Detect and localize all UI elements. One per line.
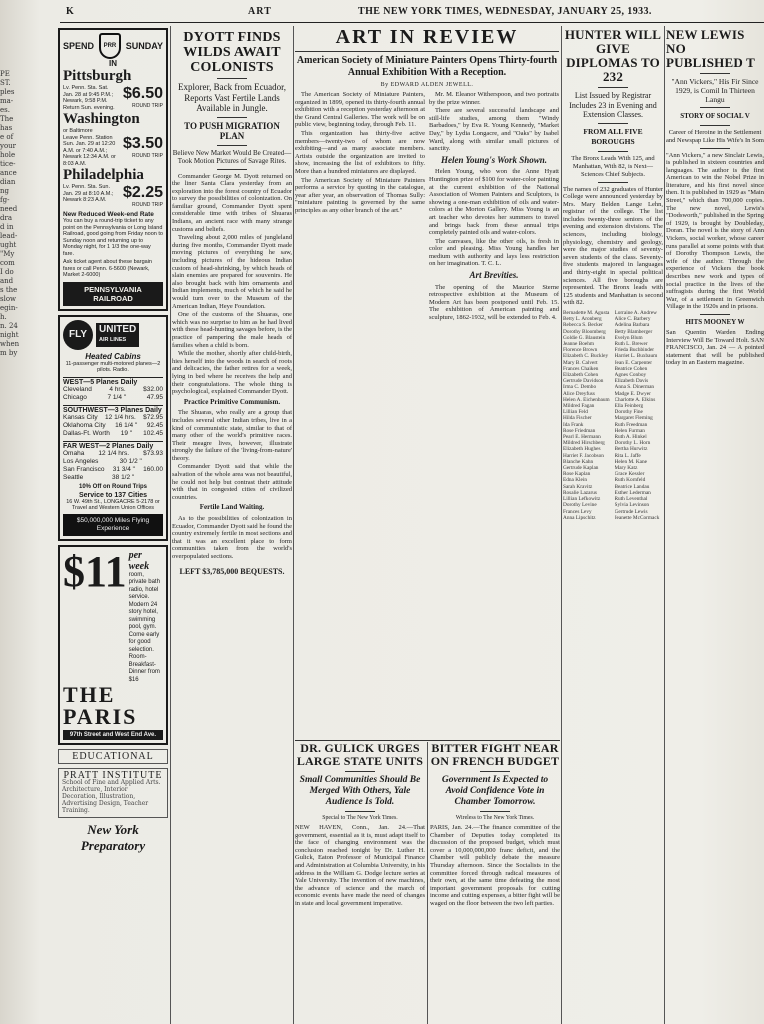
separator: [480, 771, 510, 772]
graduate-name: Mildred Fagan: [563, 403, 595, 410]
fare-hours: 16 1/4 ": [115, 421, 138, 429]
separator: [217, 117, 247, 118]
french-budget-body: PARIS, Jan. 24.—The finance committee of the Chamber of Deputies today completed its discussion of the proposed budget, which must cover a 10,000,000,000 franc deficit, and the Chamber will publicly debate the measure Thursday afternoon. Since the Socialists in the committee forced through radical measures of their own, at the same time defeating the most important government proposals for cutting income and cutting expenses, a bitter fight will be waged on the floor between the two left parties.: [430, 824, 560, 907]
dyott-paragraph: Commander George M. Dyott returned on the liner Santa Clara yesterday from an exploration into the forest country of Ecuador to survey the possibilities of colonization. On familiar ground, Commander Dyott spent considerable time with tribes of Shuaras Indians, an ancient race with many strange customs and beliefs.: [172, 172, 292, 233]
french-budget-credit: Wireless to The New York Times.: [455, 815, 535, 821]
graduate-name: Gertrude Lewis: [614, 508, 648, 515]
gulick-article: [295, 742, 425, 1024]
southwest-fares: [63, 414, 163, 438]
art-review-paragraph: There are several successful landscape and still-life studies, among them "Windy Barbadoes," by Eva R. Young Kennedy, "Market Day," by Lydia Longacre, and "Oaks" by Isabel Ward, along with similar small pictures of sanctity.: [429, 107, 559, 153]
lewis-body: "Ann Vickers," a new Sinclair Lewis, is published in sixteen countries and languages. The author is the first American to win the Nobel Prize in literature, and his first novel since then. It is published in 1929 as "Main Street," which than 700,000 copies. The new novel, Lewis's "Dodsworth," published in the Spring of 1929, is brought by Doubleday, Doran. The novel is the story of Ann Vickers, social worker, whose career runs parallel at some points with that of Dorothy Thompson Lewis, the wife of the author. Through the experience of Vickers the book describes new work and types of social practice in the lives of the suffragists during the first World War, of a settlement in Greenwich Village in the 1920s and in prisons.: [666, 151, 764, 311]
graduate-name: Mary B. Calvert: [563, 359, 598, 366]
lewis-novel-article: [666, 26, 764, 1024]
graduate-name: Frances Levy: [563, 508, 592, 515]
edge-text-line: n. 24: [0, 322, 18, 330]
art-in-review-article: [295, 26, 559, 741]
graduate-name: Evelyn Blum: [614, 334, 643, 341]
fare-city: Kansas City: [63, 413, 98, 421]
graduate-name: Margaret Fleming: [614, 415, 653, 422]
separator: [598, 87, 628, 88]
gulick-deck: Small Communities Should Be Merged With Others, Yale Audience Is Told.: [299, 775, 421, 807]
separator: [345, 811, 375, 812]
graduate-name: Goldie G. Blaustein: [563, 334, 606, 341]
fare-city: Cleveland: [63, 385, 92, 393]
hunter-deck-2: FROM ALL FIVE BOROUGHS: [583, 126, 643, 146]
edge-text-line: The: [0, 115, 14, 123]
united-air-lines-ad: [58, 315, 168, 541]
city-price: $6.50: [122, 85, 163, 102]
graduate-name: Ruth A. Hinkel: [614, 434, 647, 441]
city-name: Philadelphia: [63, 167, 144, 183]
graduate-name: Ruth L. Brewer: [614, 341, 648, 348]
mooney-headline: HITS MOONEY W: [685, 317, 745, 326]
round-trip-discount: 10% Off on Round Trips: [78, 483, 147, 490]
airline-address: 16 W. 49th St., LONGACRE 5-2178 or Travel and Western Union Offices: [66, 498, 160, 511]
art-review-headline: American Society of Miniature Painters Opens Thirty-fourth Annual Exhibition With a Reception.: [296, 55, 558, 78]
column-rule: [293, 26, 294, 1024]
folio-mark: K: [66, 6, 74, 17]
separator: [217, 145, 247, 146]
graduate-name: Pearl E. Hermann: [563, 434, 601, 441]
lewis-deck-1: "Ann Vickers," His Fir Since 1929, is Comil In Thirteen Langu: [671, 77, 759, 104]
column-rule: [427, 742, 428, 1024]
weekly-price: $11: [63, 546, 127, 596]
graduate-name: Helen M. Kane: [614, 458, 648, 465]
graduate-name: Gertrude Davidson: [563, 378, 604, 385]
graduate-name: Anna S. Dinerman: [614, 384, 655, 391]
city-price-block: [123, 135, 163, 159]
graduate-name: Mary Katz: [614, 465, 638, 472]
edge-text-line: s the: [0, 286, 18, 294]
round-trip-label: ROUND TRIP: [131, 152, 163, 159]
graduate-name: Jean E. Carpenter: [614, 359, 653, 366]
in-label: IN: [109, 59, 117, 68]
graduate-name: Charlotte A. Elkins: [614, 396, 656, 403]
fare-city: Los Angeles: [63, 457, 99, 465]
planes-text: 11-passenger multi-motored planes—2 pilots. Radio.: [65, 360, 161, 373]
reduced-rate-text: You can buy a round-trip ticket to any point on the Pennsylvania or Long Island Railroad, good going from Friday noon to Sunday noon and returning up to Monday night, for 1 1/3 the one-way fare.: [63, 218, 163, 257]
railroad-name-bar: PENNSYLVANIA RAILROAD: [63, 282, 163, 306]
fare-row: [63, 458, 163, 466]
city-fare-row: [63, 184, 163, 208]
separator: [598, 123, 628, 124]
fare-hours: 7 1/4 ": [107, 393, 127, 401]
fare-hours: 12 1/4 hrs.: [105, 413, 136, 421]
gulick-dateline-credit: Special to The New York Times.: [322, 815, 398, 821]
fare-row: [63, 430, 163, 438]
round-trip-label: ROUND TRIP: [131, 103, 163, 109]
edge-text-line: slow: [0, 295, 17, 303]
city-subname: or Baltimore: [63, 128, 93, 134]
city-name: Pittsburgh: [63, 68, 132, 84]
art-review-title: ART IN REVIEW: [295, 26, 559, 52]
dyott-deck-1: Explorer, Back from Ecuador, Reports Vast Fertile Lands Available in Jungle.: [178, 82, 286, 113]
graduate-name: Frances Chaiken: [563, 365, 599, 372]
art-review-paragraph: The American Society of Miniature Painters performs a service by quoting in the catalogue, year after year, an observation of Thomas Sully: "miniature painting is governed by the same principles as any other branch of the art.": [295, 176, 425, 214]
edge-text-line: hole: [0, 151, 16, 159]
reduced-rate-heading: New Reduced Week-end Rate: [63, 211, 154, 218]
horizontal-rule: [295, 740, 560, 741]
dyott-article: [172, 26, 292, 1024]
graduate-name: Jeanette McCormack: [614, 514, 660, 521]
edge-text-line: has: [0, 124, 13, 132]
edge-text-line: h.: [0, 313, 7, 321]
fly-roundel-icon: FLY: [63, 320, 93, 350]
edge-text-line: tice-: [0, 160, 16, 168]
graduate-names-list: [563, 310, 663, 521]
graduate-name: Ruth Leventhal: [614, 496, 648, 503]
graduate-name: Alice Dreyfuss: [563, 390, 595, 397]
city-price-block: [123, 184, 163, 208]
fare-hours: 31 3/4 ": [112, 465, 135, 473]
graduate-name: Grace Kessler: [614, 471, 645, 478]
edge-text-line: I do: [0, 268, 14, 276]
edge-text-line: com: [0, 259, 15, 267]
separator: [700, 73, 730, 74]
graduate-name: Beatrice Landau: [614, 483, 650, 490]
edge-text-line: ples: [0, 88, 15, 96]
separator: [700, 148, 730, 149]
hotel-description: room, private bath radio, hotel service. Modern 24 story hotel, swimming pool, gym. Come early for good selection. Room-Breakfast-Dinner from $16: [128, 571, 160, 683]
spend-sunday-banner: [63, 33, 163, 59]
top-rule: [60, 22, 764, 23]
graduate-name: Lillian Feld: [563, 409, 588, 416]
edge-text-line: your: [0, 142, 17, 150]
separator: [598, 151, 628, 152]
art-review-paragraph: The opening of the Maurice Sterne retrospective exhibition at the Museum of Modern Art has been postponed until Feb. 15. The exhibition of American painting and sculpture, 1862-1932, will be extended to Feb. 4.: [429, 283, 559, 322]
facing-page-edge-text: [0, 70, 34, 970]
graduate-name: Sarah Kravitz: [563, 483, 593, 490]
edge-text-line: ST.: [0, 79, 11, 87]
city-name: Washington: [63, 111, 140, 127]
fare-row: [63, 394, 163, 402]
dyott-subhead: Fertile Land Waiting.: [199, 503, 265, 512]
dyott-paragraph: Traveling about 2,000 miles of jungleland during five months, Commander Dyott made moving pictures of everything he saw, including pictures of the hideous Indian custom of head-shrinking, by which heads of slain enemies are prepared for souvenirs. He also brought back with him ornaments and Indian implements, much of which he said he would turn over to the Museum of the American Indian, Heye Foundation.: [172, 234, 292, 310]
airline-name-sub: AIR LINES: [99, 336, 127, 343]
edge-text-line: "My: [0, 250, 15, 258]
graduate-name: Gertrude Kaplan: [563, 465, 599, 472]
sunday-label: SUNDAY: [125, 41, 163, 51]
fare-price: $72.95: [143, 413, 163, 421]
graduate-name: Alice C. Barbery: [614, 316, 651, 323]
edge-text-line: fg-: [0, 196, 10, 204]
graduate-name: Elizabeth Cohen: [563, 372, 599, 379]
graduate-name: Frieda Buchbinder: [614, 347, 655, 354]
column-rule: [561, 26, 562, 1024]
pratt-text: School of Fine and Applied Arts. Architecture, Interior Decoration, Illustration, Advertising Design, Teacher Training.: [62, 779, 161, 814]
graduate-name: Hilda Fischer: [563, 415, 592, 422]
edge-text-line: dra: [0, 214, 13, 222]
graduate-name: Harriet F. Jacobson: [563, 452, 604, 459]
educational-heading: EDUCATIONAL: [72, 751, 154, 762]
fare-row: [63, 466, 163, 474]
separator: [700, 107, 730, 108]
fare-hours: 4 hrs.: [109, 385, 126, 393]
city-fare-row: [63, 135, 163, 168]
graduate-name: Ella Feinberg: [614, 403, 644, 410]
fare-city: Seattle: [63, 473, 84, 481]
art-review-byline: By EDWARD ALDEN JEWELL.: [380, 82, 474, 88]
separator: [700, 314, 730, 315]
graduate-name: Betty L. Aronberg: [563, 316, 602, 323]
edge-text-line: lead-: [0, 232, 18, 240]
city-fare: [63, 68, 163, 111]
column-rule: [664, 26, 665, 1024]
graduate-name: Rebecca S. Becker: [563, 322, 603, 329]
graduate-name: Ida Frank: [563, 421, 584, 428]
fare-city: Dallas-Ft. Worth: [63, 429, 110, 437]
fare-row: [63, 422, 163, 430]
hotel-paris-ad: [58, 545, 168, 746]
art-review-paragraph: This organization has thirty-five active members—twenty-two of whom are now exhibiting—and as many associate members. Artists outside the organization are invited to show, increasing the list of exhibitors to fifty. More than a hundred miniatures are displayed.: [295, 129, 425, 175]
flying-experience-bar: $50,000,000 Miles Flying Experience: [63, 514, 163, 536]
edge-text-line: need: [0, 205, 18, 213]
graduate-name: Helen A. Eichenbaum: [563, 396, 610, 403]
keystone-logo-icon: PRR: [99, 33, 121, 59]
bequests-headline: LEFT $3,785,000 BEQUESTS.: [179, 566, 285, 576]
fare-price: $73.93: [143, 449, 163, 457]
gulick-headline: DR. GULICK URGES LARGE STATE UNITS: [296, 742, 424, 768]
dyott-paragraph: Commander Dyott said that while the salvation of the whole area was not beautiful, he could not help but contrast their attitude with that in congested cities of civilized countries.: [172, 463, 292, 501]
pratt-heading: PRATT INSTITUTE: [63, 770, 163, 781]
graduate-name: Anna Lipschitz: [563, 514, 596, 521]
edge-text-line: when: [0, 340, 20, 348]
graduate-name: Esther Lederman: [614, 489, 651, 496]
hotel-address: 97th Street and West End Ave.: [63, 730, 163, 740]
edge-text-line: ng: [0, 187, 9, 195]
southwest-heading: SOUTHWEST—3 Planes Daily: [63, 406, 162, 414]
spend-label: SPEND: [63, 41, 95, 51]
graduate-name: Ruth Kornfeld: [614, 477, 646, 484]
pratt-institute-ad: [58, 768, 168, 818]
graduate-name: Irma C. Dembo: [563, 384, 597, 391]
graduate-name: Elizabeth Hughes: [563, 446, 601, 453]
fare-city: Oklahoma City: [63, 421, 106, 429]
art-review-paragraph: Helen Young, who won the Anne Hyatt Huntington prize of $100 for water-color painting at the current exhibition of the National Association of Women Painters and Sculptors, is showing a one-man exhibition of oils and water-colors at the Morton Gallery. Miss Young is an art teacher who devotes her summers to travel and brings back from these annual trips completely painted oils and water-colors.: [429, 168, 559, 237]
hunter-deck-1: List Issued by Registrar Includes 23 in Evening and Extension Classes.: [569, 91, 657, 119]
graduate-name: Jeanne Boehm: [563, 341, 595, 348]
fare-row: [63, 414, 163, 422]
graduate-name: Rita L. Jaffe: [614, 452, 641, 459]
graduate-name: Ruth Freedman: [614, 421, 648, 428]
educational-notice: [58, 749, 168, 764]
mooney-body: San Quentin Warden Ending Interview Will Be Toward Holt. SAN FRANCISCO, Jan. 24 — A pointed statement that will be published today in an Eastern magazine.: [666, 328, 764, 367]
city-fare-list: [63, 68, 163, 208]
per-week-label: per week: [128, 549, 150, 572]
fare-price: 92.45: [146, 421, 163, 429]
fare-price: 47.95: [146, 393, 163, 401]
graduate-name: Agnes Conboy: [614, 372, 647, 379]
graduate-name: Dorothy Bloomberg: [563, 328, 606, 335]
graduate-name: Madge E. Dwyer: [614, 390, 651, 397]
fare-city: San Francisco: [63, 465, 105, 473]
fare-hours: 38 1/2 ": [112, 473, 135, 481]
edge-text-line: night: [0, 331, 19, 339]
fare-price: 160.00: [143, 465, 163, 473]
fare-row: [63, 386, 163, 394]
hotel-name: THE PARIS: [63, 682, 138, 729]
separator: [345, 771, 375, 772]
graduate-name: Mildred Hirschberg: [563, 440, 605, 447]
separator: [217, 169, 247, 170]
edge-text-line: dian: [0, 178, 16, 186]
graduate-name: Dorothy Fine: [614, 409, 643, 416]
french-budget-article: [430, 742, 560, 1024]
city-fare-details: Lv. Penn. Sta. Sun. Jan. 29 at 8:10 A.M.; Newark 8:23 A.M.: [63, 184, 114, 203]
fare-row: [63, 450, 163, 458]
city-fare-row: [63, 85, 163, 111]
hunter-deck-3: The Bronx Leads With 125, and Manhattan, With 82, is Next—Sciences Chief Subjects.: [571, 154, 655, 178]
dyott-paragraph: One of the customs of the Shuaras, one which was no surprise to him as he had lived with these head-hunting savages before, is the practice of pampering the male heads of families when a child is born.: [172, 311, 292, 349]
graduate-name: Harriet L. Buxbaum: [614, 353, 658, 360]
lewis-deck-2: STORY OF SOCIAL V: [680, 112, 750, 120]
advertisement-column: [58, 26, 168, 1024]
dyott-paragraph: As to the possibilities of colonization in Ecuador, Commander Dyott said he found the country extremely fertile in most sections and that it was an excellent place to form communities taken from the world's overpopulated sections.: [172, 515, 292, 560]
hunter-headline: HUNTER WILL GIVE DIPLOMAS TO 232: [564, 27, 662, 84]
edge-text-line: PE: [0, 70, 10, 78]
graduate-name: Rose Kaplan: [563, 471, 591, 478]
art-review-paragraph: The canvases, like the other oils, is fresh in color and pleasing. Miss Young handles her medium with authority and lays less restriction on her imagination. T. C. L.: [429, 237, 559, 268]
new-york-preparatory-ad: New York Preparatory: [80, 822, 146, 853]
french-budget-headline: BITTER FIGHT NEAR ON FRENCH BUDGET: [430, 742, 560, 768]
graduate-name: Dorothy L. Horn: [614, 440, 651, 447]
edge-text-line: egin-: [0, 304, 18, 312]
airline-name: [96, 323, 139, 347]
column-rule: [170, 26, 171, 1024]
fare-row: [63, 474, 163, 482]
separator: [598, 182, 628, 183]
separator: [480, 811, 510, 812]
city-price: $2.25: [122, 184, 163, 201]
separator: [217, 78, 247, 79]
city-price: $3.50: [122, 134, 163, 152]
section-label: ART: [248, 6, 272, 17]
graduate-name: Florence Brown: [563, 347, 598, 354]
edge-text-line: m by: [0, 349, 18, 357]
art-review-subhead: Art Brevities.: [469, 270, 519, 281]
city-fare: [63, 111, 163, 167]
graduate-name: Edna Klein: [563, 477, 587, 484]
art-review-column-2: [429, 91, 559, 323]
graduate-name: Bertha Hurwitz: [614, 446, 648, 453]
masthead-line: THE NEW YORK TIMES, WEDNESDAY, JANUARY 25, 1933.: [358, 6, 652, 17]
french-budget-deck: Government Is Expected to Avoid Confidence Vote in Chamber Tomorrow.: [441, 775, 549, 807]
dyott-paragraph: The Shuaras, who really are a group that includes several other Indian tribes, live in a kind of communistic state, similar to that of many other of the world's primitive races. Their meagre lives, however, illustrate strongly the failure of the 'living-from-nature' theory.: [172, 409, 292, 462]
fare-hours: 30 1/2 ": [119, 457, 142, 465]
graduate-name: Betty Blamberger: [614, 328, 653, 335]
lewis-headline: NEW LEWIS NO PUBLISHED T: [666, 27, 756, 70]
edge-text-line: ma-: [0, 97, 14, 105]
dyott-headline: DYOTT FINDS WILDS AWAIT COLONISTS: [183, 30, 281, 75]
dyott-deck-2: TO PUSH MIGRATION PLAN: [184, 120, 280, 141]
graduate-name: Elizabeth Davis: [614, 378, 649, 385]
art-review-subhead: Helen Young's Work Shown.: [440, 154, 548, 165]
graduate-name: Dorothy Levine: [563, 502, 597, 509]
art-review-paragraph: Mr. M. Eleanor Witherspoon, and two portraits by the prize winner.: [429, 91, 559, 106]
graduate-name: Blanche Kahn: [563, 458, 594, 465]
far-west-heading: FAR WEST—2 Planes Daily: [63, 441, 163, 450]
service-cities: Service to 137 Cities: [78, 491, 148, 499]
edge-text-line: and: [0, 277, 14, 285]
fare-city: Omaha: [63, 449, 85, 457]
graduate-name: Sylvia Levinson: [614, 502, 650, 509]
dyott-body: [172, 173, 292, 561]
graduate-name: Lorraine A. Andrew: [614, 310, 658, 316]
city-fare-details: Lv. Penn. Sta. Sat. Jan. 28 at 9:45 P.M.; Newark, 9:58 P.M. Return Sun. evening.: [63, 85, 115, 111]
edge-text-line: es.: [0, 106, 10, 114]
gulick-body: NEW HAVEN, Conn., Jan. 24.—That government, essential as it is, must adapt itself to the face of changing environment was the conclusion reached tonight by Dr. Luther H. Gulick, Eaton Professor of Municipal Finance and Administration at Columbia University, in his address in the William G. Dodge lecture series at Yale University. The invention of new machines, the advance of science and the march of economic events have made the need of changes in state and local government imperative.: [295, 824, 425, 907]
heated-cabins-label: Heated Cabins: [85, 351, 141, 361]
graduate-name: Elizabeth C. Buckley: [563, 353, 609, 360]
pennsylvania-railroad-ad: [58, 28, 168, 311]
airline-name-main: UNITED: [99, 323, 137, 335]
graduate-name: Bernadette M. Agusta: [563, 310, 610, 316]
hunter-college-article: [563, 26, 663, 1024]
graduate-name: Rosalie Lazarus: [563, 489, 597, 496]
separator: [700, 125, 730, 126]
dyott-deck-3: Believe New Market Would Be Created—Took Motion Pictures of Savage Rites.: [172, 148, 292, 165]
edge-text-line: e of: [0, 133, 14, 141]
fare-city: Chicago: [63, 393, 87, 401]
city-fare: [63, 167, 163, 208]
edge-text-line: ance: [0, 169, 17, 177]
fare-price: 102.45: [143, 429, 163, 437]
fare-hours: 19 ": [120, 429, 133, 437]
west-heading: WEST—5 Planes Daily: [63, 377, 163, 386]
city-price-block: [123, 85, 163, 109]
dyott-subhead: Practice Primitive Communism.: [183, 397, 281, 406]
edge-text-line: d in: [0, 223, 14, 231]
ticket-agent-text: Ask ticket agent about these bargain fares or call Penn. 6-5600 (Newark, Market 2-6000): [63, 259, 152, 278]
fare-price: $32.00: [143, 385, 163, 393]
art-review-paragraph: The American Society of Miniature Painters, organized in 1899, opened its thirty-fourth annual exhibition with a reception yesterday afternoon at the Grand Central Galleries. The work will be on public view, beginning today, through Feb. 11.: [295, 91, 425, 129]
graduate-name: Beatrice Cohen: [614, 365, 648, 372]
graduate-name: Lillian Lefkowitz: [563, 496, 601, 503]
page-folio: [0, 0, 764, 24]
edge-text-line: ught: [0, 241, 17, 249]
far-west-fares: [63, 450, 163, 482]
dyott-paragraph: While the mother, shortly after child-birth, hies herself into the woods in search of roots and delicacies, the father retires for a week, lying in bed where he receives the help and their congratulations. The whole thing is psychological, explained Commander Dyott.: [172, 350, 292, 396]
lewis-deck-3: Career of Heroine in the Settlement and Newspap Like His Wife's In Som: [666, 128, 764, 144]
graduate-name: Rose Friedman: [563, 427, 596, 434]
fare-hours: 12 1/4 hrs.: [98, 449, 130, 457]
graduate-name: Helen Furman: [614, 427, 645, 434]
city-fare-details: Leave Penn. Station Sun. Jan. 29 at 12:20 A.M. or 7:40 A.M.; Newark 12:34 A.M. or 8:03 A.M.: [63, 134, 116, 167]
graduate-name: Adelina Barbara: [614, 322, 650, 329]
art-review-column-1: [295, 91, 425, 323]
round-trip-label: ROUND TRIP: [131, 202, 163, 208]
west-fares: [63, 386, 163, 402]
hunter-body: The names of 232 graduates of Hunter College were announced yesterday by Mrs. Mary Belden Lange Lehn, registrar of the college. The list includes twenty-three seniors of the evening and extension divisions. The sciences, including biology, physiology, chemistry and geology, were the major studies of seventy-seven students of the class. Seventy-five students majored in languages and thirty-eight in special political sciences. All five boroughs are represented. The Bronx leads with 125 students and Manhattan is second with 82.: [563, 185, 663, 307]
